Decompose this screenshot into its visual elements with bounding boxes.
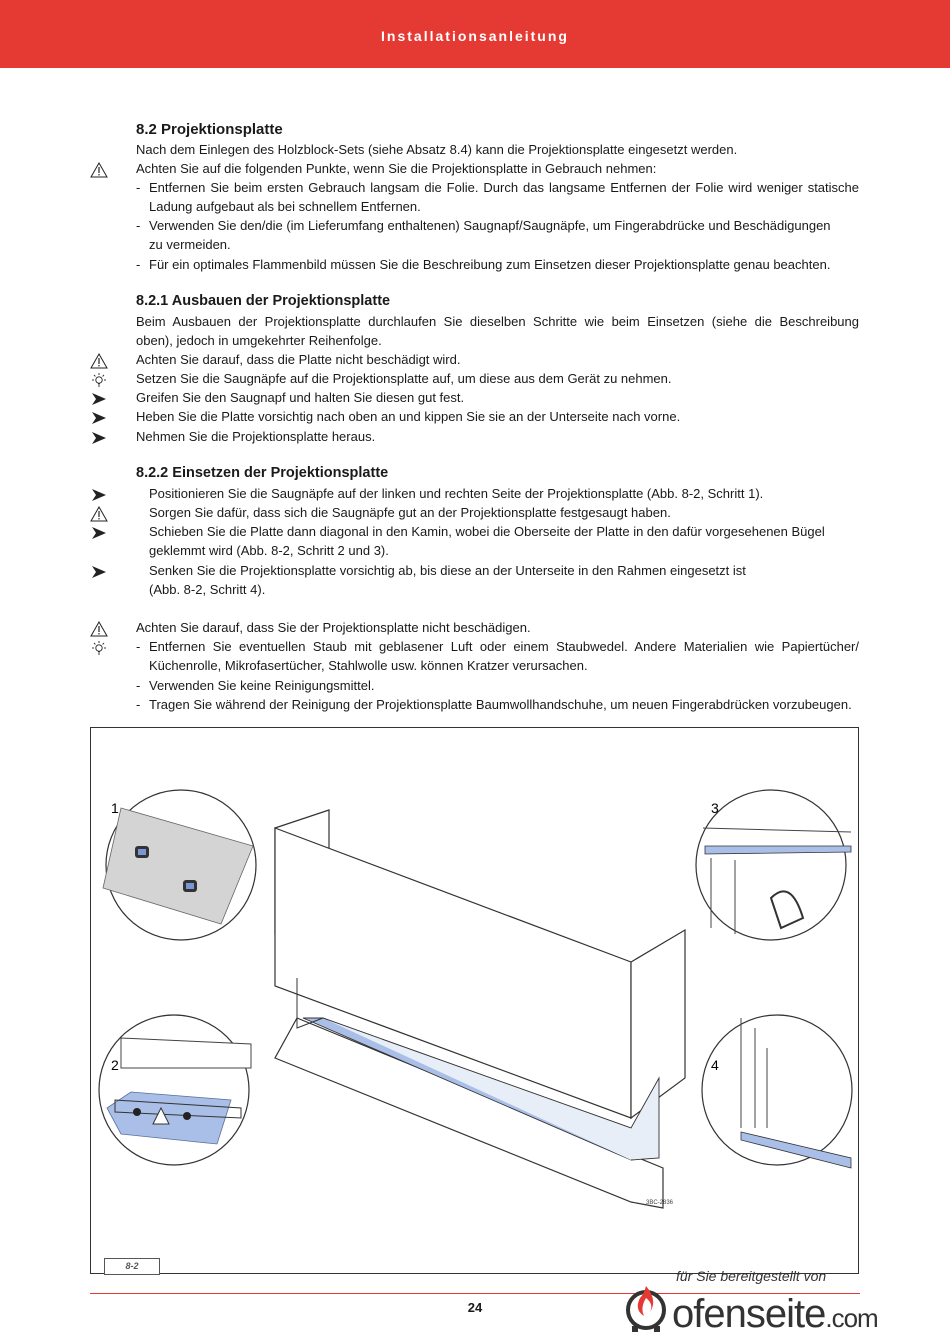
arrow-bullet-icon <box>90 410 108 426</box>
bullet-text: Entfernen Sie eventuellen Staub mit geblasener Luft oder einem Staubwedel. Andere Materialien wie Papiertücher/ <box>149 639 859 654</box>
step-number: 4 <box>711 1057 719 1073</box>
bullet-dash: - <box>136 697 141 712</box>
bullet-text: Verwenden Sie den/die (im Lieferumfang enthaltenen) Saugnapf/Saugnäpfe, um Fingerabdrücke und Beschädigungen <box>149 218 831 233</box>
page-number: 24 <box>467 1300 483 1315</box>
brand-tagline: für Sie bereitgestellt von <box>676 1268 827 1284</box>
step-number: 1 <box>111 800 119 816</box>
header-title: Installationsanleitung <box>381 28 569 44</box>
step-text: Sorgen Sie dafür, dass sich die Saugnäpfe gut an der Projektionsplatte festgesaugt haben. <box>149 505 671 520</box>
step-text: Nehmen Sie die Projektionsplatte heraus. <box>136 429 376 444</box>
brand-name <box>672 1292 878 1337</box>
brand-tld: .com <box>825 1303 878 1333</box>
flame-logo-icon <box>624 1276 668 1332</box>
arrow-bullet-icon <box>90 564 108 580</box>
warning-icon <box>90 506 108 522</box>
step-text: Positionieren Sie die Saugnäpfe auf der linken und rechten Seite der Projektionsplatte (Abb. 8-2, Schritt 1). <box>149 486 764 501</box>
section-title: 8.2 Projektionsplatte <box>136 121 283 138</box>
header-bar <box>0 0 950 68</box>
arrow-bullet-icon <box>90 525 108 541</box>
tip-lightbulb-icon <box>90 640 108 656</box>
subsection-title: 8.2.1 Ausbauen der Projektionsplatte <box>136 293 391 309</box>
step-number: 2 <box>111 1057 119 1073</box>
bullet-dash: - <box>136 257 141 272</box>
warning-icon <box>90 353 108 369</box>
bullet-dash: - <box>136 180 141 195</box>
warning-icon <box>90 621 108 637</box>
bullet-text: Entfernen Sie beim ersten Gebrauch langsam die Folie. Durch das langsame Entfernen der Folie wird weniger statische <box>149 180 859 195</box>
step-text: (Abb. 8-2, Schritt 4). <box>149 582 266 597</box>
paragraph-text: Beim Ausbauen der Projektionsplatte durchlaufen Sie dieselben Schritte wie beim Einsetzen (siehe die Beschreibung <box>136 314 859 329</box>
bullet-dash: - <box>136 218 141 233</box>
fireplace-illustration <box>91 728 858 1273</box>
bullet-text: zu vermeiden. <box>149 237 231 252</box>
bullet-text: Ladung aufgebaut als bei schnellem Entfernen. <box>149 199 421 214</box>
warning-icon <box>90 162 108 178</box>
step-text: Schieben Sie die Platte dann diagonal in den Kamin, wobei die Oberseite der Platte in den dafür vorgesehenen Bügel <box>149 524 825 539</box>
step-text: Senken Sie die Projektionsplatte vorsichtig ab, bis diese an der Unterseite in den Rahmen eingesetzt ist <box>149 563 746 578</box>
bullet-dash: - <box>136 639 141 654</box>
tip-lightbulb-icon <box>90 372 108 388</box>
bullet-text: Küchenrolle, Mikrofasertücher, Stahlwolle usw. können Kratzer verursachen. <box>149 658 588 673</box>
bullet-text: Für ein optimales Flammenbild müssen Sie die Beschreibung zum Einsetzen dieser Projektionsplatte genau beachten. <box>149 257 831 272</box>
section-intro: Nach dem Einlegen des Holzblock-Sets (siehe Absatz 8.4) kann die Projektionsplatte eingesetzt werden. <box>136 142 738 157</box>
figure-label: 8-2 <box>104 1258 160 1275</box>
brand-text: ofenseite <box>672 1292 826 1336</box>
bullet-text: Tragen Sie während der Reinigung der Projektionsplatte Baumwollhandschuhe, um neuen Fingerabdrücken vorzubeugen. <box>149 697 852 712</box>
caution-text: Achten Sie darauf, dass Sie der Projektionsplatte nicht beschädigen. <box>136 620 531 635</box>
figure-8-2 <box>90 727 859 1274</box>
arrow-bullet-icon <box>90 487 108 503</box>
step-text: geklemmt wird (Abb. 8-2, Schritt 2 und 3). <box>149 543 389 558</box>
bullet-text: Verwenden Sie keine Reinigungsmittel. <box>149 678 375 693</box>
paragraph-text: oben), jedoch in umgekehrter Reihenfolge. <box>136 333 382 348</box>
step-text: Setzen Sie die Saugnäpfe auf die Projektionsplatte auf, um diese aus dem Gerät zu nehmen. <box>136 371 672 386</box>
arrow-bullet-icon <box>90 391 108 407</box>
subsection-title: 8.2.2 Einsetzen der Projektionsplatte <box>136 465 389 481</box>
step-text: Achten Sie darauf, dass die Platte nicht beschädigt wird. <box>136 352 461 367</box>
bullet-dash: - <box>136 678 141 693</box>
step-text: Heben Sie die Platte vorsichtig nach oben an und kippen Sie sie an der Unterseite nach vorne. <box>136 409 681 424</box>
figure-code: 3BC-2836 <box>646 1200 674 1206</box>
step-text: Greifen Sie den Saugnapf und halten Sie diesen gut fest. <box>136 390 465 405</box>
step-number: 3 <box>711 800 719 816</box>
arrow-bullet-icon <box>90 430 108 446</box>
section-warning: Achten Sie auf die folgenden Punkte, wenn Sie die Projektionsplatte in Gebrauch nehmen: <box>136 161 657 176</box>
